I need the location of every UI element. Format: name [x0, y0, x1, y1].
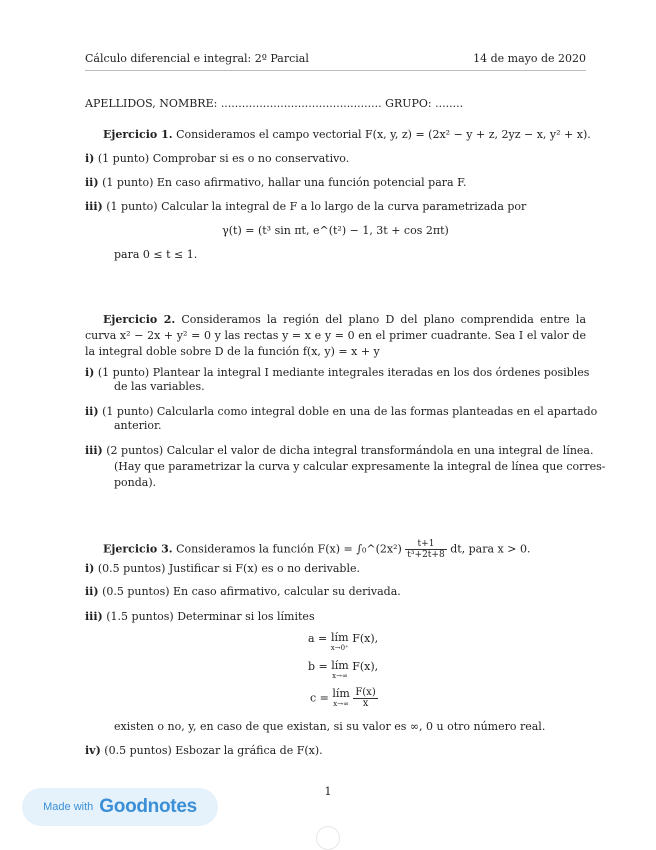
ex3-statement-post: dt, para x > 0. — [450, 542, 531, 556]
group-dots: ........ — [435, 97, 464, 110]
badge-goodnotes: Goodnotes — [99, 796, 197, 817]
page-number: 1 — [324, 785, 332, 798]
ex3-conclusion: existen o no, y, en caso de que existan, si su valor es ∞, 0 u otro número real. — [114, 720, 546, 733]
ex2-statement-block — [85, 312, 586, 360]
ex2-item-3-cont2: ponda). — [114, 476, 157, 489]
ex2-item-3-cont: (Hay que parametrizar la curva y calcular expresamente la integral de línea que corres- — [114, 460, 606, 473]
goodnotes-badge[interactable] — [22, 788, 218, 826]
header-date: 14 de mayo de 2020 — [473, 52, 586, 65]
ex3-item-1: i) (0.5 puntos) Justificar si F(x) es o no derivable. — [85, 562, 360, 575]
ex2-item-1-cont: de las variables. — [114, 380, 205, 393]
ex1-heading — [103, 128, 591, 142]
ex3-item-3: iii) (1.5 puntos) Determinar si los límites — [85, 610, 315, 623]
ex3-item-2: ii) (0.5 puntos) En caso afirmativo, calcular su derivada. — [85, 585, 401, 598]
ex1-item-1: i) (1 punto) Comprobar si es o no conservativo. — [85, 152, 350, 165]
ex3-heading — [103, 539, 530, 560]
ex1-item-2: ii) (1 punto) En caso afirmativo, hallar una función potencial para F. — [85, 176, 467, 189]
ex1-item-3: iii) (1 punto) Calcular la integral de F a lo largo de la curva parametrizada por — [85, 200, 527, 213]
ex2-statement: Consideramos la región del plano D del plano comprendida entre la curva x² − 2x + y² = 0 y las rectas y = x e y = 0 en el primer cuadrante. Sea I el valor de la integral doble sobre D de la función f(x, y) = x + y — [85, 313, 587, 358]
header-title: Cálculo diferencial e integral: 2º Parcial — [85, 52, 309, 65]
ex3-item-4: iv) (0.5 puntos) Esbozar la gráfica de F(x). — [85, 744, 323, 757]
limit-b: b = lím x→∞ F(x), — [308, 659, 379, 680]
scroll-indicator — [316, 826, 340, 850]
limit-c: c = lím x→∞ $\frac{F(x)}{x}$ — [310, 687, 376, 709]
ex3-title: Ejercicio 3. — [103, 542, 173, 556]
group-label: GRUPO: — [385, 97, 432, 110]
ex1-curve: γ(t) = (t³ sin πt, e^(t²) − 1, 3t + cos 2πt) — [222, 224, 449, 237]
ex2-item-2-cont: anterior. — [114, 419, 162, 432]
badge-made-with: Made with — [43, 801, 94, 813]
ex1-range: para 0 ≤ t ≤ 1. — [114, 248, 198, 261]
ex3-integrand: $\frac{t+1}{\text{t³+2t+8}}$ — [407, 539, 445, 560]
limit-a: a = lím x→0⁺ F(x), — [308, 631, 379, 652]
ex3-statement-pre: Consideramos la función F(x) = ∫₀^(2x²) — [176, 542, 402, 556]
student-line — [85, 97, 463, 111]
ex2-item-3: iii) (2 puntos) Calcular el valor de dicha integral transformándola en una integral de línea. — [85, 444, 594, 457]
header-rule — [85, 70, 586, 71]
name-label: APELLIDOS, NOMBRE: — [85, 97, 218, 110]
name-dots: .............................................. — [220, 97, 382, 110]
ex1-title: Ejercicio 1. — [103, 128, 173, 141]
ex2-title: Ejercicio 2. — [103, 313, 176, 326]
ex2-item-1: i) (1 punto) Plantear la integral I mediante integrales iteradas en los dos órdenes posibles — [85, 366, 590, 379]
ex2-item-2: ii) (1 punto) Calcularla como integral doble en una de las formas planteadas en el apartado — [85, 405, 598, 418]
ex1-statement: Consideramos el campo vectorial F(x, y, z) = (2x² − y + z, 2yz − x, y² + x). — [176, 128, 591, 141]
